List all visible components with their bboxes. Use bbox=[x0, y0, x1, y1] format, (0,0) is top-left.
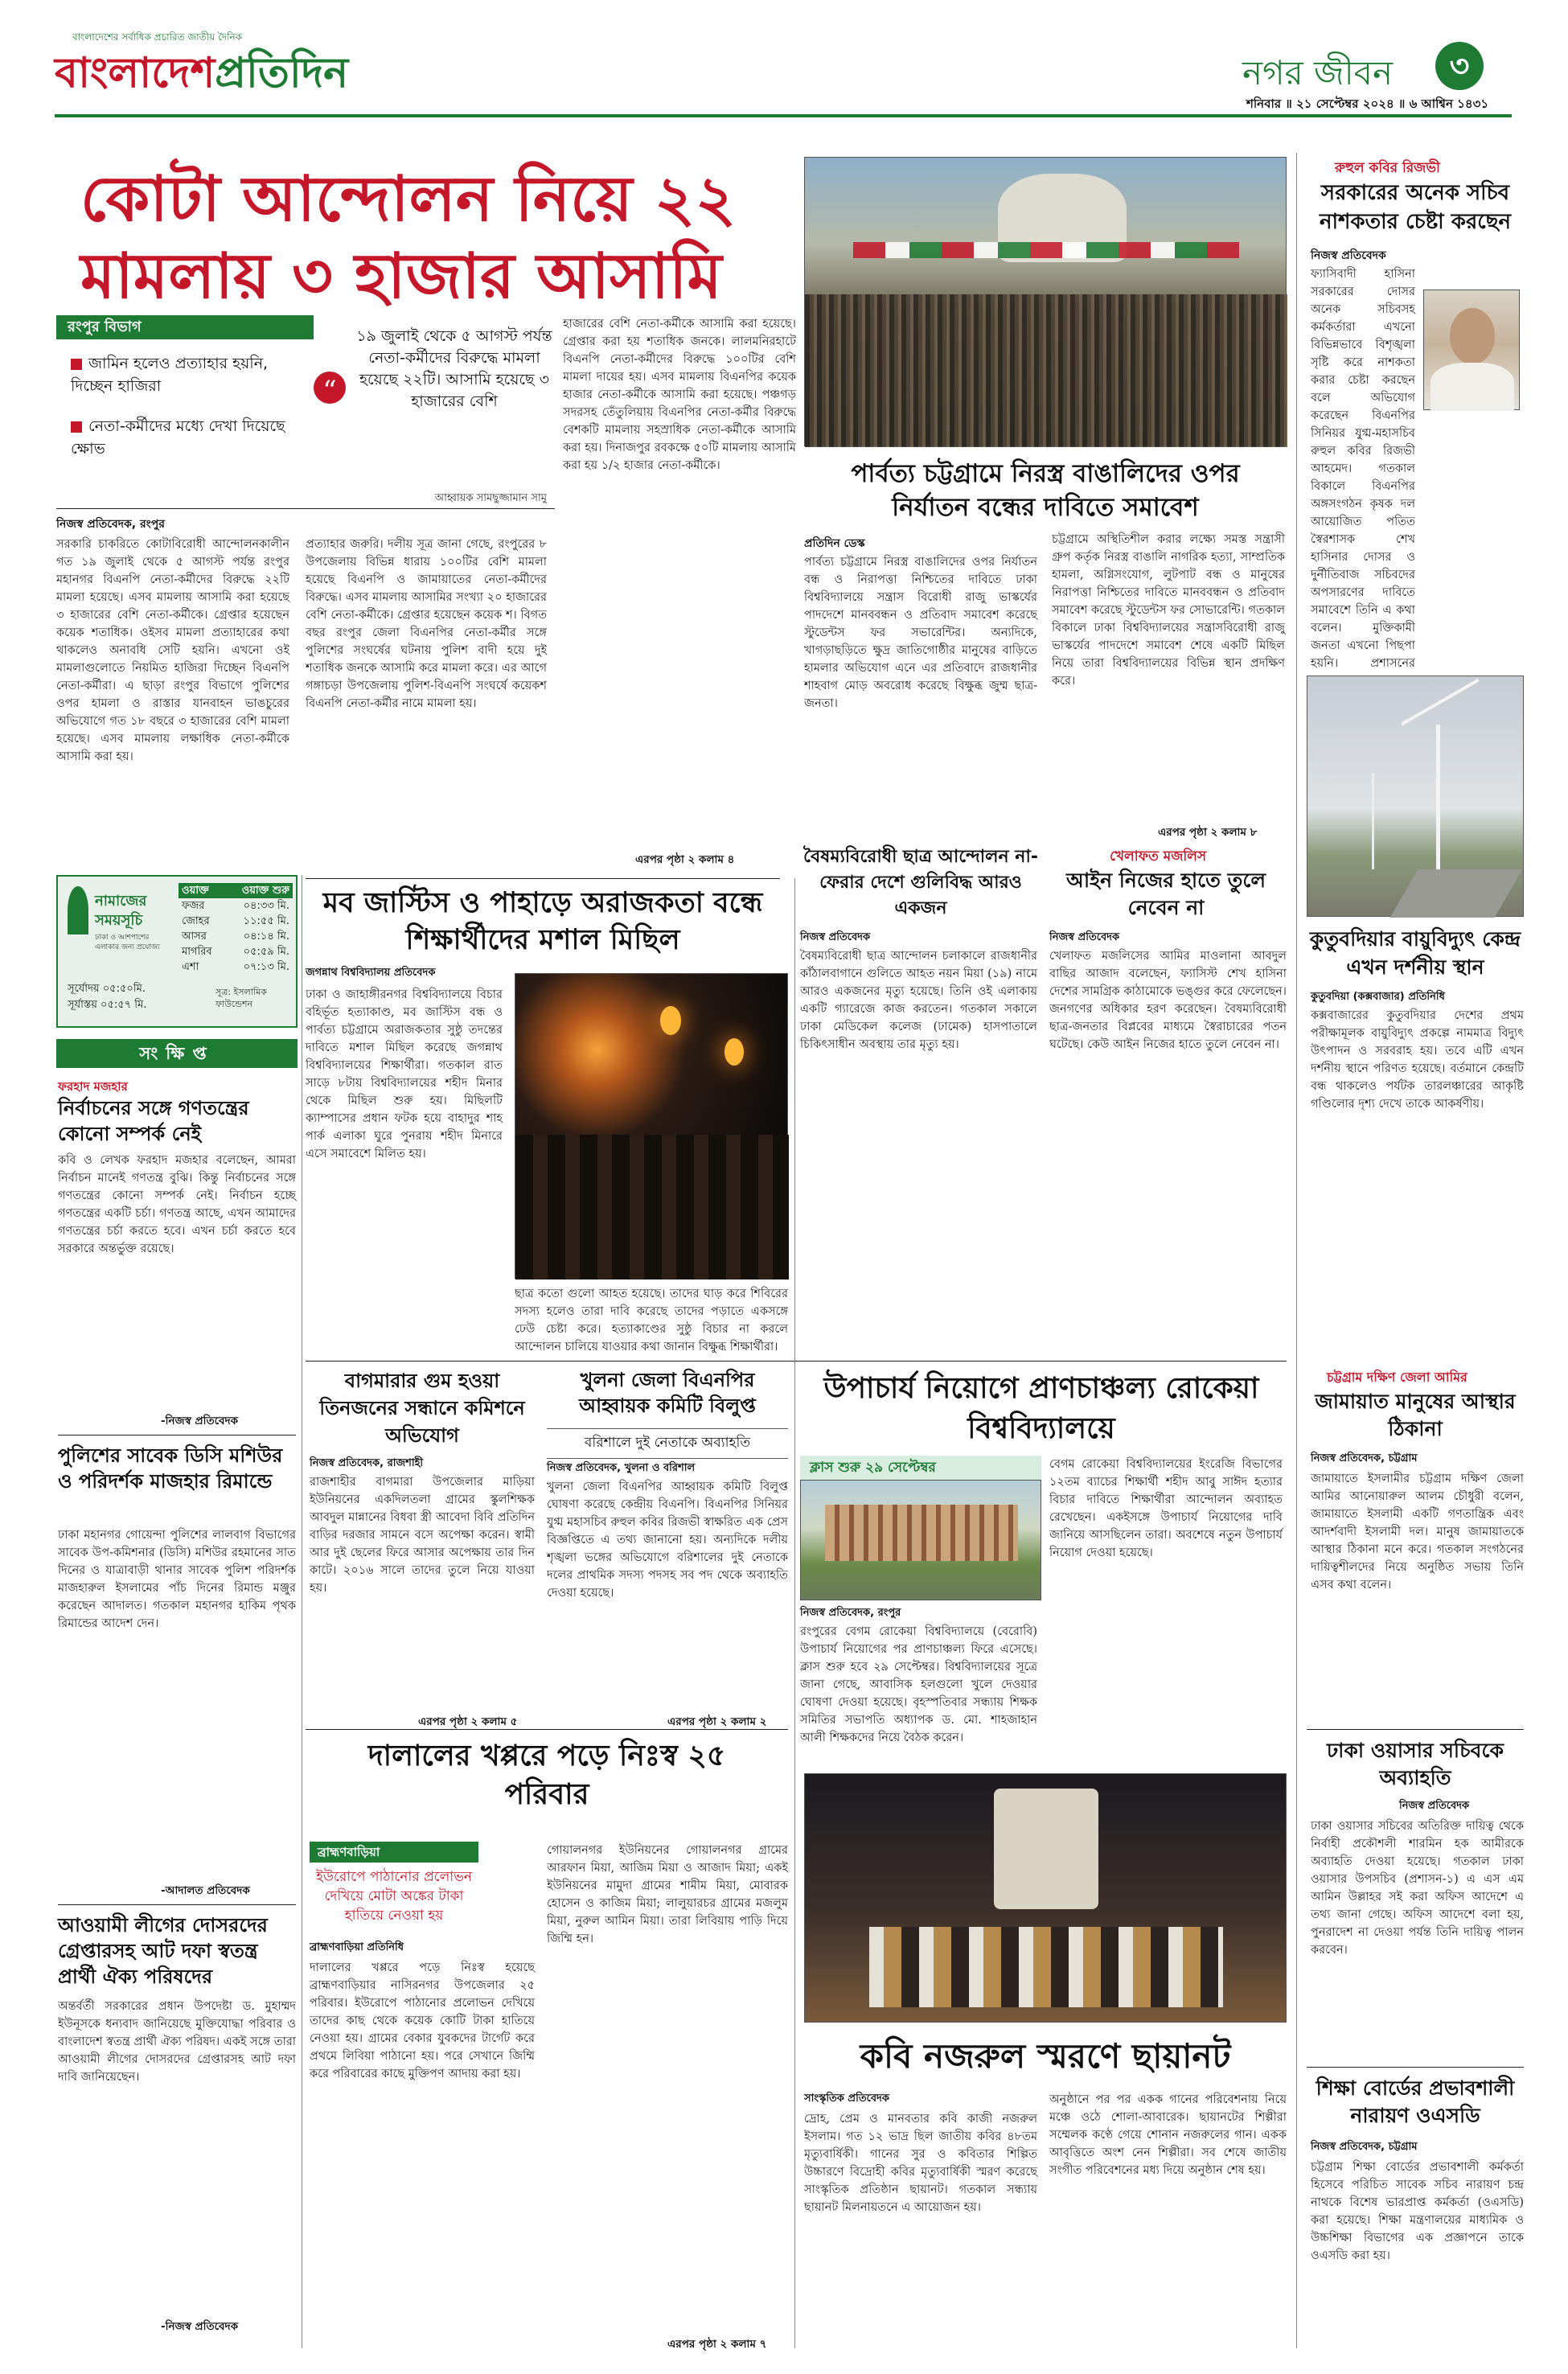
shikkha-headline: শিক্ষা বোর্ডের প্রভাবশালী নারায়ণ ওএসডি bbox=[1316, 2076, 1515, 2127]
mosque-icon bbox=[68, 886, 88, 934]
lead-point: জামিন হলেও প্রত্যাহার হয়নি, দিচ্ছেন হাজিরা bbox=[71, 355, 269, 395]
portrait-shape bbox=[994, 1789, 1098, 1909]
divider bbox=[56, 508, 555, 509]
prayer-row: জোহর ১১:৫৫ মি. bbox=[182, 915, 289, 927]
face-shape bbox=[1450, 308, 1495, 364]
shikkha-body: চট্টগ্রাম শিক্ষা বোর্ডের প্রভাবশালী কর্মকর্তা হিসেবে পরিচিত সাবেক সচিব নারায়ণ চন্দ্র নাথকে বিশেষ ভারপ্রাপ্ত কর্মকর্তা (ওএসডি) করা হয়েছে। শিক্ষা মন্ত্রণালয়ের মাধ্যমিক ও উচ্চশিক্ষা বিভাগের এক প্রজ্ঞাপনে তাকে ওএসডি করা হয়। bbox=[1311, 2161, 1524, 2262]
rally-byline: প্রতিদিন ডেস্ক bbox=[804, 537, 865, 550]
masthead-logo[interactable] bbox=[55, 40, 348, 110]
lead-headline bbox=[80, 161, 772, 315]
torch-flame bbox=[724, 1038, 744, 1066]
rokeya-headline: উপাচার্য নিয়োগে প্রাণচাঞ্চল্য রোকেয়া বিশ্ববিদ্যালয়ে bbox=[823, 1372, 1259, 1445]
divider bbox=[58, 1904, 296, 1905]
nazrul-headline: কবি নজরুল স্মরণে ছায়ানট bbox=[860, 2036, 1231, 2076]
brief-item-body: অন্তর্বর্তী সরকারের প্রধান উপদেষ্টা ড. মুহাম্মদ ইউনূসকে ধন্যবাদ জানিয়েছে মুক্তিযোদ্ধা পরিবার ও বাংলাদেশ স্বতন্ত্র প্রার্থী ঐক্য পরিষদ। একই সঙ্গে তারা আওয়ামী লীগের দোসরদের গ্রেপ্তারসহ আট দফা দাবি জানিয়েছেন। bbox=[58, 2000, 296, 2084]
issue-date: শনিবার ॥ ২১ সেপ্টেম্বর ২০২৪ ॥ ৬ আশ্বিন ১৪৩১ bbox=[1246, 97, 1489, 111]
shikkha-byline: নিজস্ব প্রতিবেদক, চট্টগ্রাম bbox=[1311, 2141, 1418, 2153]
prayer-note: ঢাকা ও আশপাশের এলাকার জন্য প্রযোজ্য bbox=[95, 934, 160, 951]
lead-headline-line1: কোটা আন্দোলন নিয়ে ২২ bbox=[80, 163, 737, 236]
khulna-continued: এরপর পৃষ্ঠা ২ কলাম ২ bbox=[667, 1715, 767, 1728]
mob-body: ঢাকা ও জাহাঙ্গীরনগর বিশ্ববিদ্যালয়ে বিচার বহির্ভূত হত্যাকাণ্ড, মব জাস্টিস বন্ধ ও পার্বত্য চট্টগ্রামে অরাজকতার সুষ্ঠু তদন্তের দাবিতে মশাল মিছিল করেছে জগন্নাথ বিশ্ববিদ্যালয়ের শিক্ষার্থীরা। গতকাল রাত সাড়ে ৮টায় বিশ্ববিদ্যালয়ের শহীদ মিনার থেকে মিছিল শুরু হয়। মিছিলটি ক্যাম্পাসের প্রধান ফটক হয়ে বাহাদুর শাহ পার্ক এলাকা ঘুরে পুনরায় শহীদ মিনারে এসে সমাবেশে মিলিত হয়। bbox=[306, 988, 503, 1160]
divider bbox=[306, 1361, 1287, 1362]
rokeya-body2: বেগম রোকেয়া বিশ্ববিদ্যালয়ের ইংরেজি বিভাগের ১২তম ব্যাচের শিক্ষার্থী শহীদ আবু সাঈদ হত্যার বিচার দাবিতে শিক্ষার্থীরা আন্দোলন অব্যাহত রেখেছেন। একইসঙ্গে উপাচার্য নিয়োগের দাবি জানিয়ে আসছিলেন তারা। অবশেষে নতুন উপাচার্য নিয়োগ দেওয়া হয়েছে। bbox=[1049, 1458, 1283, 1559]
dalal-continued: এরপর পৃষ্ঠা ২ কলাম ৭ bbox=[667, 2338, 767, 2351]
divider bbox=[306, 878, 780, 879]
gas-continued: এরপর পৃষ্ঠা ২ কলাম ৫ bbox=[418, 1715, 518, 1728]
lead-quote: ১৯ জুলাই থেকে ৫ আগস্ট পর্যন্ত নেতা-কর্মীদের বিরুদ্ধে মামলা হয়েছে ২২টি। আসামি হয়েছে ৩ হাজারের বেশি bbox=[356, 327, 552, 410]
masthead bbox=[0, 0, 1568, 113]
wasa-byline: নিজস্ব প্রতিবেদক bbox=[1399, 1800, 1470, 1812]
khulna-headline: খুলনা জেলা বিএনপির আহ্বায়ক কমিটি বিলুপ্ত bbox=[579, 1369, 756, 1417]
prayer-source: সূত্র: ইসলামিক ফাউন্ডেশন bbox=[215, 987, 267, 1009]
dalal-district: ব্রাহ্মণবাড়িয়া bbox=[310, 1842, 478, 1863]
windmill-headline: কুতুবদিয়ার বায়ুবিদ্যুৎ কেন্দ্র এখন দর্শনীয় স্থান bbox=[1309, 927, 1521, 979]
mob-headline: মব জাস্টিস ও পাহাড়ে অরাজকতা বন্ধে শিক্ষার্থীদের মশাল মিছিল bbox=[322, 887, 763, 956]
mob-photo bbox=[515, 973, 788, 1279]
lead-headline-line2: মামলায় ৩ হাজার আসামি bbox=[80, 240, 722, 313]
wasa-body: ঢাকা ওয়াসার সচিবের অতিরিক্ত দায়িত্ব থেকে নির্বাহী প্রকৌশলী শারমিন হক আমীরকে অব্যাহতি দেওয়া হয়েছে। গতকাল ঢাকা ওয়াসার উপসচিব (প্রশাসন-১) এ এস এম আমিন উল্লাহর সই করা অফিস আদেশে এ তথ্য জানা গেছে। অফিস আদেশে বলা হয়, পুনরাদেশ না দেওয়া পর্যন্ত তিনি দায়িত্ব পালন করবেন। bbox=[1311, 1820, 1524, 1957]
dalal-body: দালালের খপ্পরে পড়ে নিঃস্ব হয়েছে ব্রাহ্মণবাড়িয়ার নাসিরনগর উপজেলার ২৫ পরিবার। ইউরোপে পাঠানোর প্রলোভন দেখিয়ে তাদের কাছ থেকে কয়েক কোটি টাকা হাতিয়ে নেওয়া হয়। গ্রামের বেকার যুবকদের টার্গেট করে প্রথমে লিবিয়া পাঠানো হয়। পরে সেখানে জিম্মি করে পরিবারের কাছে মুক্তিপণ আদায় করা হয়। bbox=[310, 1961, 535, 2080]
turbine-blade bbox=[1401, 679, 1479, 725]
page-number-badge bbox=[1435, 42, 1484, 90]
jamaat-byline: নিজস্ব প্রতিবেদক, চট্টগ্রাম bbox=[1311, 1452, 1418, 1464]
masthead-logo-part1: বাংলাদেশ bbox=[55, 49, 215, 97]
shirt-shape bbox=[1430, 363, 1514, 411]
brief-item-body: কবি ও লেখক ফরহাদ মজহার বলেছেন, আমরা নির্বাচন মানেই গণতন্ত্র বুঝি। কিন্তু নির্বাচনের সঙ্গে গণতন্ত্রের কোনো সম্পর্ক নেই। নির্বাচন হচ্ছে গণতন্ত্রের একটি চর্চা। গণতন্ত্র আছে, এখন আমাদের গণতন্ত্রের চর্চা করতে হবে। এখন চর্চা করতে হবে সরকারে অন্তর্ভুক্ত রয়েছে। bbox=[58, 1154, 296, 1255]
rizvi-photo bbox=[1423, 290, 1520, 410]
rally-photo bbox=[804, 157, 1287, 446]
turbine-tower bbox=[1372, 773, 1374, 869]
brief-banner: সংক্ষিপ্ত bbox=[56, 1039, 298, 1068]
dalal-headline: দালালের খপ্পরে পড়ে নিঃস্ব ২৫ পরিবার bbox=[367, 1739, 726, 1811]
rizvi-body: ফ্যাসিবাদী হাসিনা সরকারের দোসর অনেক সচিবসহ কর্মকর্তারা এখনো বিভিন্নভাবে বিশৃঙ্খলা সৃষ্টি করে নাশকতা করার চেষ্টা করছেন বলে অভিযোগ করেছেন বিএনপির সিনিয়র যুগ্ম-মহাসচিব রুহুল কবির রিজভী আহমেদ। গতকাল বিকালে বিএনপির অঙ্গসংগঠন কৃষক দল আয়োজিত পতিত স্বৈরশাসক শেখ হাসিনার দোসর ও দুর্নীতিবাজ সচিবদের অপসারণের দাবিতে সমাবেশে তিনি এ কথা বলেন। মুক্তিকামী জনতা এখনো পিছপা হয়নি। প্রশাসনের bbox=[1311, 268, 1415, 670]
lead-quote-author: আহ্বায়ক সামছুজ্জামান সামু bbox=[434, 492, 547, 504]
crowd-shape bbox=[805, 294, 1287, 447]
windmill-photo bbox=[1307, 676, 1524, 917]
khelafat-kicker: খেলাফত মজলিস bbox=[1110, 848, 1207, 865]
dalal-subhead: ইউরোপে পাঠানোর প্রলোভন দেখিয়ে মোটা অঙ্কের টাকা হাতিয়ে নেওয়া হয় bbox=[315, 1869, 473, 1924]
mob-body-right: ছাত্র কতো গুলো আহত হয়েছে। তাদের ঘাড় করে শিবিরের সদস্য হলেও তারা দাবি করেছে তাদের পড়াতে একসঙ্গে ঢেউ চেষ্টা করে। হত্যাকাণ্ডের সুষ্ঠু বিচার না করলে আন্দোলন চালিয়ে যাওয়ার কথা জানান বিক্ষুব্ধ শিক্ষার্থীরা। bbox=[515, 1288, 788, 1353]
prayer-table-header: ওয়াক্ত ওয়াক্ত শুরু bbox=[179, 883, 293, 898]
rizvi-byline: নিজস্ব প্রতিবেদক bbox=[1311, 249, 1386, 262]
building-shape bbox=[825, 1505, 1018, 1561]
rokeya-photo bbox=[800, 1480, 1041, 1600]
prayer-row: আসর ০৪:১৪ মি. bbox=[182, 930, 289, 943]
prayer-title-line1: নামাজের bbox=[95, 893, 147, 910]
road-shape bbox=[1390, 869, 1523, 918]
windmill-body: কক্সবাজারের কুতুবদিয়ার দেশের প্রথম পরীক্ষামূলক বায়ুবিদ্যুৎ প্রকল্পে নামমাত্র বিদ্যুৎ উৎপাদন ও সরবরাহ হয়। তবে এটি এখন দর্শনীয় স্থানে পরিণত হয়েছে। বর্তমানে কেন্দ্রটি বন্ধ থাকলেও পর্যটক তারলঞ্চারের আকৃষ্টি গণ্ডিলোর দৃশ্য দেখে তাকে আকর্ষণীয়। bbox=[1311, 1009, 1524, 1111]
windmill-byline: কুতুবদিয়া (কক্সবাজার) প্রতিনিধি bbox=[1311, 991, 1445, 1003]
page-number: ৩ bbox=[1449, 48, 1470, 84]
lead-col3: হাজারের বেশি নেতা-কর্মীকে আসামি করা হয়েছে। গ্রেপ্তার করা হয় শতাধিক জনকে। লালমনিরহাটে বিএনপি নেতা-কর্মীদের বিরুদ্ধে ১০০টির বেশি মামলা দায়ের হয়। এসব মামলায় বিএনপির কয়েক হাজার নেতা-কর্মীকে আসামি করা হয়েছে। পঞ্চগড় সদরসহ তেঁতুলিয়ায় বিএনপির নেতা-কর্মীর বিরুদ্ধে বেশকটি মামলায় সহস্রাধিক নেতা-কর্মীকে আসামি করা হয়। দিনাজপুর রবকক্ষে ৫০টি মামলায় আসামি করা হয় ১/২ হাজার নেতা-কর্মীকে। bbox=[563, 318, 796, 472]
gas-headline: বাগমারার গুম হওয়া তিনজনের সন্ধানে কমিশনে অভিযোগ bbox=[319, 1370, 525, 1447]
prayer-box bbox=[56, 875, 298, 1028]
lead-continued: এরপর পৃষ্ঠা ২ কলাম ৪ bbox=[635, 851, 734, 869]
nazrul-photo bbox=[804, 1773, 1287, 2023]
divider bbox=[1307, 2067, 1524, 2068]
lead-col1: সরকারি চাকরিতে কোটাবিরোধী আন্দোলনকালীন গত ১৯ জুলাই থেকে ৫ আগস্ট পর্যন্ত রংপুর মহানগর বিএনপি নেতা-কর্মীদের বিরুদ্ধে ২২টি মামলা হয়েছে। এসব মামলায় আসামি করা হয়েছে ৩ হাজারের বেশি নেতা-কর্মীকে। গ্রেপ্তার হয়েছেন কয়েক শতাধিক। ওইসব মামলা প্রত্যাহারের কথা থাকলেও অনাবধি সেটি হয়নি। এখনো ওই মামলাগুলোতে নিয়মিত হাজিরা দিচ্ছেন বিএনপি নেতা-কর্মীরা। এ ছাড়া রংপুর বিভাগে পুলিশের ওপর হামলা ও রাস্তার যানবাহন ভাঙচুরের অভিযোগে গত ১৮ বছরে ৩ হাজারের বেশি মামলা হয়েছে। এসব মামলায় লক্ষাধিক নেতা-কর্মীকে আসামি করা হয়। bbox=[56, 538, 289, 763]
brief-item-body: ঢাকা মহানগর গোয়েন্দা পুলিশের লালবাগ বিভাগের সাবেক উপ-কমিশনার (ডিসি) মশিউর রহমানের সাত দিনের ও যাত্রাবাড়ী থানার সাবেক পুলিশ পরিদর্শক মাজহারুল ইসলামের পাঁচ দিনের রিমান্ড মঞ্জুর করেছেন আদালত। গতকাল মহানগর হাকিম পৃথক রিমান্ডের আদেশ দেন। bbox=[58, 1529, 296, 1630]
column-rule bbox=[1296, 153, 1297, 2348]
lead-col2: প্রত্যাহার জরুরি। দলীয় সূত্র জানা গেছে, রংপুরের ৮ উপজেলায় বিভিন্ন ধারায় ১০০টির বেশি মামলা হয়েছে বিএনপি ও জামায়াতের নেতা-কর্মীদের বিরুদ্ধে। এসব মামলায় আসামির সংখ্যা ২০ হাজারের বেশি নেতা-কর্মীকে। গ্রেপ্তার হয়েছেন কয়েক শ। বিগত বছর রংপুর জেলা বিএনপির নেতা-কর্মীর সঙ্গে পুলিশের সংঘর্ষের ঘটনায় পুলিশ বাদী হয়ে দুই শতাধিক জনকে আসামি করে মামলা করে। এর আগে গঙ্গাচড়া উপজেলায় পুলিশ-বিএনপি সংঘর্ষে কয়েকশ বিএনপি নেতা-কর্মীর নামে মামলা হয়। bbox=[306, 538, 547, 710]
prayer-row: মাগরিব ০৫:৫৯ মি. bbox=[182, 946, 289, 958]
shooting-headline: বৈষম্যবিরোধী ছাত্র আন্দোলন না-ফেরার দেশে গুলিবিদ্ধ আরও একজন bbox=[803, 847, 1038, 918]
gas-byline: নিজস্ব প্রতিবেদক, রাজশাহী bbox=[310, 1457, 424, 1469]
dalal-body2: গোয়ালনগর ইউনিয়নের গোয়ালনগর গ্রামের আরফান মিয়া, আজিম মিয়া ও আজাদ মিয়া; একই ইউনিয়নের মামুদা গ্রামের শামীম মিয়া, মোবারক হোসেন ও কাজিম মিয়া; লালুয়ারচর গ্রামের মজলুম মিয়া, নুরুল আমিন মিয়া। তারা লিবিয়ায় পাড়ি দিয়ে জিম্মি হন। bbox=[547, 1844, 788, 1945]
mob-byline: জগন্নাথ বিশ্ববিদ্যালয় প্রতিবেদক bbox=[306, 967, 436, 979]
divider bbox=[306, 1729, 788, 1730]
lead-points bbox=[71, 352, 312, 460]
jamaat-headline: জামায়াত মানুষের আস্থার ঠিকানা bbox=[1315, 1390, 1516, 1440]
dalal-byline: ব্রাহ্মণবাড়িয়া প্রতিনিধি bbox=[310, 1941, 404, 1953]
quote-mark-icon: “ bbox=[314, 372, 346, 404]
brief-item-kicker: ফরহাদ মজহার bbox=[58, 1079, 128, 1094]
khelafat-byline: নিজস্ব প্রতিবেদক bbox=[1049, 931, 1120, 943]
rally-body2: চট্টগ্রামে অস্থিতিশীল করার লক্ষ্যে সমস্ত সন্ত্রাসী গ্রুপ কর্তৃক নিরস্ত্র বাঙালি নাগরিক হত্যা, সাম্প্রতিক হামলা, অগ্নিসংযোগ, লুটপাট বন্ধ ও মানুষের নিরাপত্তা নিশ্চিতের দাবিতে মানববন্ধন ও প্রতিবাদ সমাবেশ করেছে স্টুডেন্টস ফর সোভারেন্টি। গতকাল বিকালে ঢাকা বিশ্ববিদ্যালয়ের সন্ত্রাসবিরোধী রাজু ভাস্কর্যের পাদদেশে সমাবেশ শেষে একটি মিছিল নিয়ে তারা বিশ্ববিদ্যালয়ের বিভিন্ন স্থান প্রদক্ষিণ করে। bbox=[1052, 533, 1285, 688]
rokeya-byline: নিজস্ব প্রতিবেদক, রংপুর bbox=[800, 1607, 901, 1619]
khelafat-headline: আইন নিজের হাতে তুলে নেবেন না bbox=[1065, 869, 1266, 919]
section-name: নগর জীবন bbox=[1242, 53, 1394, 92]
division-tag: রংপুর বিভাগ bbox=[56, 315, 314, 339]
performers-shape bbox=[869, 1927, 1223, 2007]
khulna-body: খুলনা জেলা বিএনপির আহ্বায়ক কমিটি বিলুপ্ত ঘোষণা করেছে কেন্দ্রীয় বিএনপি। বিএনপির সিনিয়র যুগ্ম মহাসচিব রুহুল কবির রিজভী স্বাক্ষরিত এক প্রেস বিজ্ঞপ্তিতে এ তথ্য জানানো হয়। অন্যদিকে দলীয় শৃঙ্খলা ভঙ্গের অভিযোগে বরিশালের দুই নেতাকে দলের প্রাথমিক সদস্য পদসহ সব পদ থেকে অব্যাহতি দেওয়া হয়েছে। bbox=[547, 1481, 788, 1600]
shooting-body: বৈষম্যবিরোধী ছাত্র আন্দোলন চলাকালে রাজধানীর কাঁঠালবাগানে গুলিতে আহত নয়ন মিয়া (১৯) নামে আরও একজনের মৃত্যু হয়েছে। তিনি ওই এলাকায় একটি গ্যারেজে কাজ করতেন। গতকাল সকালে ঢাকা মেডিকেল কলেজ (ঢামেক) হাসপাতালে চিকিৎসাধীন অবস্থায় তার মৃত্যু হয়। bbox=[800, 950, 1037, 1051]
rokeya-tag: ক্লাস শুরু ২৯ সেপ্টেম্বর bbox=[800, 1456, 1041, 1480]
rokeya-body: রংপুরের বেগম রোকেয়া বিশ্ববিদ্যালয়ে (বেরোবি) উপাচার্য নিয়োগের পর প্রাণচাঞ্চল্য ফিরে এসেছে। ক্লাস শুরু হবে ২৯ সেপ্টেম্বর। বিশ্ববিদ্যালয়ের সূত্রে জানা গেছে, আবাসিক হলগুলো খুলে দেওয়ার ঘোষণা দেওয়া হয়েছে। বৃহস্পতিবার সন্ধ্যায় শিক্ষক সমিতির সভাপতি অধ্যাপক ড. মো. শাহজাহান আলী শিক্ষকদের নিয়ে বৈঠক করেন। bbox=[800, 1625, 1037, 1744]
nazrul-body: দ্রোহ, প্রেম ও মানবতার কবি কাজী নজরুল ইসলাম। গত ১২ ভাদ্র ছিল জাতীয় কবির ৪৮তম মৃত্যুবার্ষিকী। গানের সুর ও কবিতার শিল্পিত উচ্চারণে বিদ্রোহী কবির মৃত্যুবার্ষিকী স্মরণ করেছে সাংস্কৃতিক প্রতিষ্ঠান ছায়ানট। গতকাল সন্ধ্যায় ছায়ানট মিলনায়তনে এ আয়োজন হয়। bbox=[804, 2113, 1037, 2214]
nazrul-byline: সাংস্কৃতিক প্রতিবেদক bbox=[804, 2093, 889, 2105]
brief-item-headline: নির্বাচনের সঙ্গে গণতন্ত্রের কোনো সম্পর্ক নেই bbox=[58, 1097, 249, 1145]
brief-item-headline: আওয়ামী লীগের দোসরদের গ্রেপ্তারসহ আট দফা স্বতন্ত্র প্রার্থী ঐক্য পরিষদের bbox=[58, 1914, 268, 1988]
shooting-byline: নিজস্ব প্রতিবেদক bbox=[800, 931, 871, 943]
masthead-rule bbox=[55, 114, 1512, 117]
rizvi-headline: সরকারের অনেক সচিব নাশকতার চেষ্টা করছেন bbox=[1319, 181, 1511, 234]
sun-times: সূর্যোদয় ০৫:৫০মি. সূর্যাস্তয় ০৫:৫৭ মি. bbox=[68, 983, 147, 1011]
brief-item-source: -নিজস্ব প্রতিবেদক bbox=[161, 2320, 239, 2333]
rizvi-kicker: রুহুল কবির রিজভী bbox=[1335, 160, 1440, 176]
jamaat-kicker: চট্টগ্রাম দক্ষিণ জেলা আমির bbox=[1327, 1370, 1467, 1385]
gas-body: রাজশাহীর বাগমারা উপজেলার মাড়িয়া ইউনিয়নের একদিলতলা গ্রামের স্কুলশিক্ষক আবদুল মান্নানের বিধবা স্ত্রী আবেদা বিবি প্রতিদিন বাড়ির দরজার সামনে বসে অপেক্ষা করেন। স্বামী আর দুই ছেলের ফিরে আসার অপেক্ষায় তার দিন কাটে। ২০১৬ সালে তাদের তুলে নিয়ে যাওয়া হয়। bbox=[310, 1476, 535, 1595]
masthead-logo-part2: প্রতিদিন bbox=[215, 49, 349, 97]
crowd-silhouette bbox=[515, 1135, 789, 1279]
column-rule bbox=[794, 878, 795, 2348]
prayer-title-line2: সময়সূচি bbox=[95, 912, 143, 929]
torch-flame bbox=[660, 1006, 681, 1035]
bullet-icon bbox=[71, 421, 82, 433]
wasa-headline: ঢাকা ওয়াসার সচিবকে অব্যাহতি bbox=[1326, 1739, 1504, 1789]
masthead-tagline: বাংলাদেশের সর্বাধিক প্রচারিত জাতীয় দৈনিক bbox=[72, 31, 243, 43]
nazrul-body2: অনুষ্ঠানে পর পর একক গানের পরিবেশনায় নিয়ে মঞ্চে ওঠে শোলা-আবারেক। ছায়ানটের শিল্পীরা সম্মেলক কণ্ঠে গেয়ে শোনান নজরুলের গান। একক আবৃত্তিতে অংশ নেন শিল্পীরা। সব শেষে জাতীয় সংগীত পরিবেশনের মধ্য দিয়ে অনুষ্ঠান শেষ হয়। bbox=[1049, 2093, 1287, 2177]
prayer-row: এশা ০৭:১৩ মি. bbox=[182, 961, 289, 973]
banner-shape bbox=[853, 242, 1239, 258]
lead-byline: নিজস্ব প্রতিবেদক, রংপুর bbox=[56, 518, 165, 531]
rally-headline: পার্বত্য চট্টগ্রামে নিরস্ত্র বাঙালিদের ওপর নির্যাতন বন্ধের দাবিতে সমাবেশ bbox=[851, 459, 1240, 522]
rally-continued: এরপর পৃষ্ঠা ২ কলাম ৮ bbox=[1158, 826, 1258, 839]
bullet-icon bbox=[71, 359, 82, 370]
brief-item-headline: পুলিশের সাবেক ডিসি মশিউর ও পরিদর্শক মাজহার রিমান্ডে bbox=[58, 1444, 283, 1493]
lead-point: নেতা-কর্মীদের মধ্যে দেখা দিয়েছে ক্ষোভ bbox=[71, 417, 285, 458]
khulna-byline: নিজস্ব প্রতিবেদক, খুলনা ও বরিশাল bbox=[547, 1462, 696, 1474]
rally-body1: পার্বত্য চট্টগ্রামে নিরস্ত্র বাঙালিদের ওপর নির্যাতন বন্ধ ও নিরাপত্তা নিশ্চিতের দাবিতে ঢাকা বিশ্ববিদ্যালয়ে সন্ত্রাস বিরোধী রাজু ভাস্কর্যের পাদদেশে মানববন্ধন ও প্রতিবাদ সমাবেশ করেছে স্টুডেন্টস ফর সভারেন্টির। অন্যদিকে, খাগড়াছড়িতে ক্ষুদ্র জাতিগোষ্ঠীর মানুষের বাড়িতে হামলার অভিযোগ এনে এর প্রতিবাদে রাজধানীর শাহবাগ মোড় অবরোধ করেছে বিক্ষুব্ধ জুম্ম ছাত্র-জনতা। bbox=[804, 556, 1037, 710]
turbine-tower bbox=[1436, 725, 1440, 877]
brief-item-source: -আদালত প্রতিবেদক bbox=[161, 1884, 250, 1897]
divider bbox=[1307, 1729, 1524, 1730]
brief-item-source: -নিজস্ব প্রতিবেদক bbox=[161, 1415, 239, 1427]
prayer-table bbox=[179, 883, 293, 975]
prayer-row: ফজর ০৪:৩৩ মি. bbox=[182, 900, 289, 912]
jamaat-body: জামায়াতে ইসলামীর চট্টগ্রাম দক্ষিণ জেলা আমির আনোয়ারুল আলম চৌধুরী বলেন, জামায়াতে ইসলামী একটি গণতান্ত্রিক এবং আদর্শবাদী ইসলামী দল। মানুষ জামায়াতকে আস্থার ঠিকানা মনে করে। গতকাল সংগঠনের দায়িত্বশীলদের নিয়ে অনুষ্ঠিত সভায় তিনি এসব কথা বলেন। bbox=[1311, 1472, 1524, 1592]
khulna-subhead: বরিশালে দুই নেতাকে অব্যাহতি bbox=[547, 1428, 788, 1459]
khelafat-body: খেলাফত মজলিসের আমির মাওলানা আবদুল বাছির আজাদ বলেছেন, ফ্যাসিস্ট শেখ হাসিনা দেশের সামগ্রিক কাঠামোকে ভঙ্গুর করে ফেলেছেন। জনগণের অধিকার হরণ করেছেন। বৈষম্যবিরোধী ছাত্র-জনতার বিপ্লবের মাধ্যমে স্বৈরাচারের পতন ঘটেছে। কেউ আইন নিজের হাতে তুলে নেবেন না। bbox=[1049, 950, 1287, 1051]
